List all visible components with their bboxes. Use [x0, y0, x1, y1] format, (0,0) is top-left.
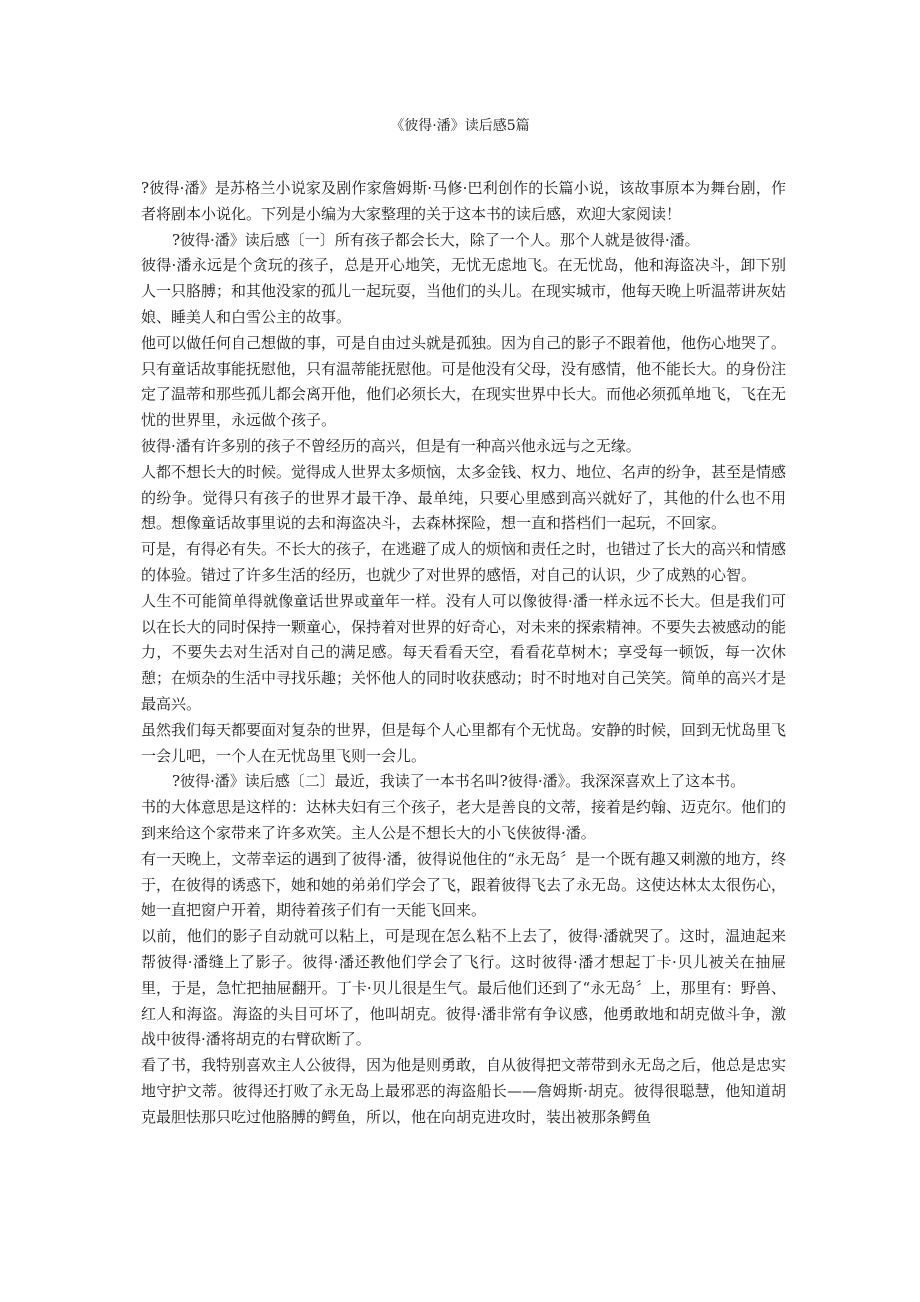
paragraph-essay-1-heading: ?彼得·潘》读后感〔一〕所有孩子都会长大，除了一个人。那个人就是彼得·潘。	[172, 230, 700, 249]
paragraph: 可是，有得必有失。不长大的孩子，在逃避了成人的烦恼和责任之时，也错过了长大的高兴和情感的体验。错过了许多生活的经历，也就少了对世界的感悟，对自己的认识，少了成熟的心智。	[141, 540, 787, 584]
document-body	[141, 176, 786, 1130]
paragraph: 他可以做任何自己想做的事，可是自由过头就是孤独。因为自己的影子不跟着他，他伤心地哭了。只有童话故事能抚慰他，只有温蒂能抚慰他。可是他没有父母，没有感情，他不能长大。的身份注定了温蒂和那些孤儿都会离开他，他们必须长大，在现实世界中长大。而他必须孤单地飞，飞在无忧的世界里，永远做个孩子。	[141, 333, 787, 430]
paragraph: 人都不想长大的时候。觉得成人世界太多烦恼，太多金钱、权力、地位、名声的纷争，甚至是情感的纷争。觉得只有孩子的世界才最干净、最单纯，只要心里感到高兴就好了，其他的什么也不用想。想像童话故事里说的去和海盗决斗，去森林探险，想一直和搭档们一起玩，不回家。	[141, 462, 787, 533]
paragraph: 看了书，我特别喜欢主人公彼得，因为他是则勇敢，自从彼得把文蒂带到永无岛之后，他总是忠实地守护文蒂。彼得还打败了永无岛上最邪恶的海盗船长——詹姆斯·胡克。彼得很聪慧，他知道胡克最胆怯那只吃过他胳膊的鳄鱼，所以，他在向胡克进攻时，装出被那条鳄鱼	[141, 1056, 787, 1126]
paragraph: 彼得·潘永远是个贪玩的孩子，总是开心地笑，无忧无虑地飞。在无忧岛，他和海盗决斗，卸下别人一只胳膊；和其他没家的孤儿一起玩耍，当他们的头儿。在现实城市，他每天晚上听温蒂讲灰姑娘、睡美人和白雪公主的故事。	[141, 256, 787, 326]
paragraph-intro: ?彼得·潘》是苏格兰小说家及剧作家詹姆斯·马修·巴利创作的长篇小说，该故事原本为舞台剧，作者将剧本小说化。下列是小编为大家整理的关于这本书的读后感，欢迎大家阅读！	[141, 179, 786, 223]
paragraph-essay-2-heading: ?彼得·潘》读后感〔二〕最近，我读了一本书名叫?彼得·潘》。我深深喜欢上了这本书。	[172, 772, 746, 791]
paragraph: 以前，他们的影子自动就可以粘上，可是现在怎么粘不上去了，彼得·潘就哭了。这时，温迪起来帮彼得·潘缝上了影子。彼得·潘还教他们学会了飞行。这时彼得·潘才想起丁卡·贝儿被关在抽屉里，于是，急忙把抽屉翻开。丁卡·贝儿很是生气。最后他们还到了“永无岛〞上，那里有：野兽、红人和海盗。海盗的头目可坏了，他叫胡克。彼得·潘非常有争议感，他勇敢地和胡克做斗争，激战中彼得·潘将胡克的右臂砍断了。	[141, 927, 786, 1049]
document-title: 《彼得·潘》读后感5篇	[390, 118, 530, 134]
paragraph: 彼得·潘有许多别的孩子不曾经历的高兴，但是有一种高兴他永远与之无缘。	[141, 436, 641, 455]
paragraph: 人生不可能简单得就像童话世界或童年一样。没有人可以像彼得·潘一样永远不长大。但是我们可以在长大的同时保持一颗童心，保持着对世界的好奇心，对未来的探索精神。不要失去被感动的能力，不要失去对生活对自己的满足感。每天看看天空，看看花草树木；享受每一顿饭，每一次休憩；在烦杂的生活中寻找乐趣；关怀他人的同时收获感动；时不时地对自己笑笑。简单的高兴才是最高兴。	[141, 591, 787, 713]
paragraph: 虽然我们每天都要面对复杂的世界，但是每个人心里都有个无忧岛。安静的时候，回到无忧岛里飞一会儿吧，一个人在无忧岛里飞则一会儿。	[141, 720, 787, 765]
paragraph: 有一天晚上，文蒂幸运的遇到了彼得·潘，彼得说他住的“永无岛〞是一个既有趣又刺激的地方，终于，在彼得的诱惑下，她和她的弟弟们学会了飞，跟着彼得飞去了永无岛。这使达林太太很伤心，她一直把窗户开着，期待着孩子们有一天能飞回来。	[141, 849, 787, 920]
paragraph: 书的大体意思是这样的：达林夫妇有三个孩子，老大是善良的文蒂，接着是约翰、迈克尔。他们的到来给这个家带来了许多欢笑。主人公是不想长大的小飞侠彼得·潘。	[141, 798, 787, 842]
